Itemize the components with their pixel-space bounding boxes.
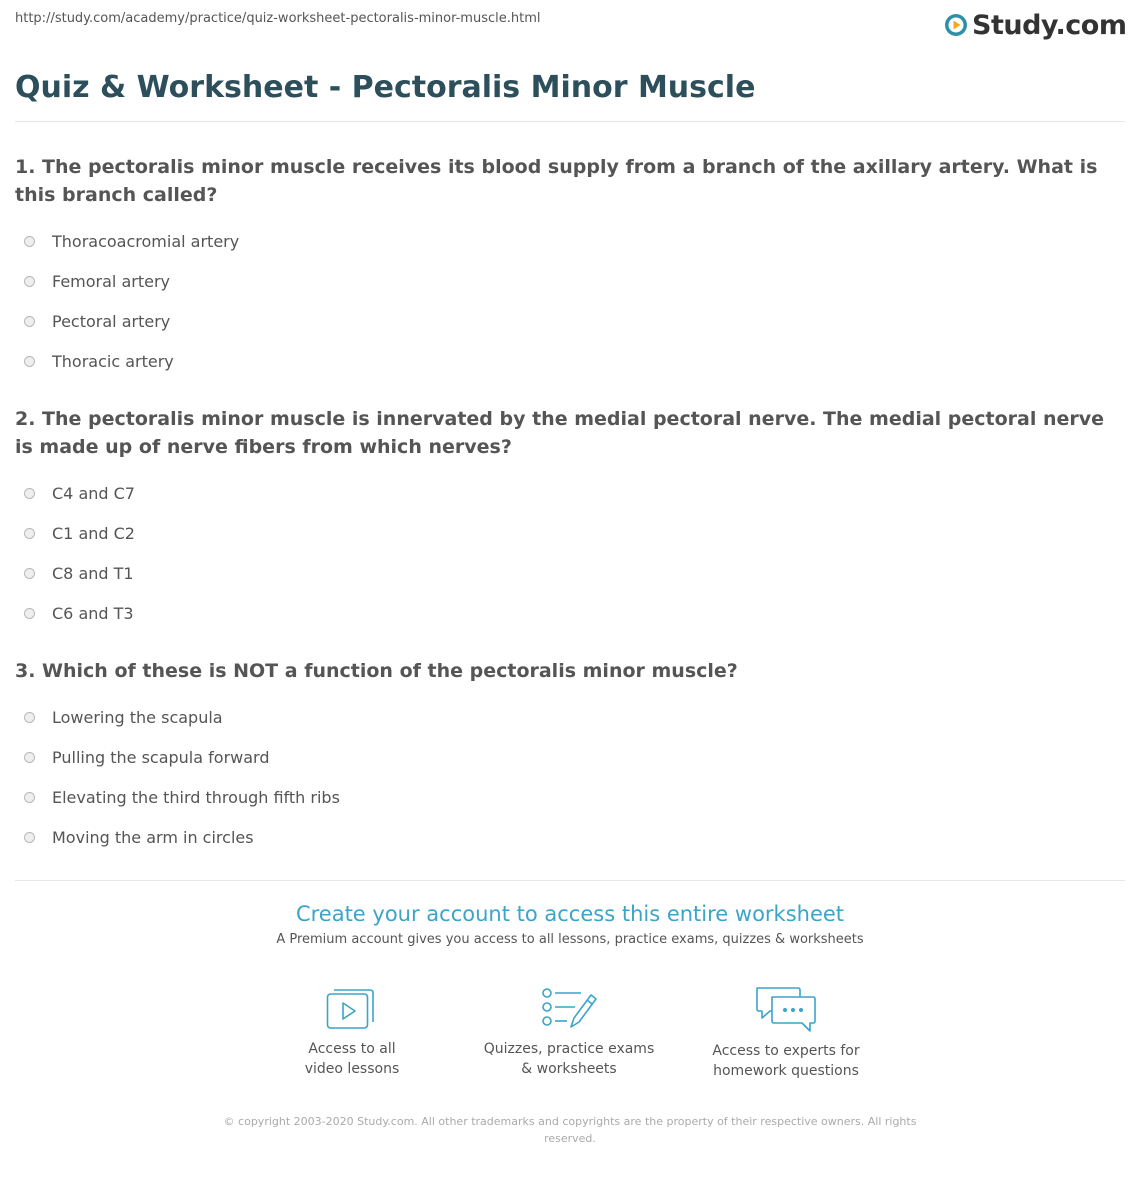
radio-button[interactable] bbox=[24, 488, 35, 499]
answer-option[interactable] bbox=[15, 817, 1125, 857]
feature-label bbox=[686, 1041, 886, 1081]
radio-button[interactable] bbox=[24, 608, 35, 619]
question-text: 3. Which of these is NOT a function of the pectoralis minor muscle? bbox=[15, 660, 738, 682]
question-text: 1. The pectoralis minor muscle receives its blood supply from a branch of the axillary artery. What is this branch called? bbox=[15, 156, 1098, 206]
option-label: C1 and C2 bbox=[52, 523, 135, 543]
answer-option[interactable] bbox=[15, 737, 1125, 777]
answer-options bbox=[15, 473, 1125, 633]
answer-options bbox=[15, 221, 1125, 381]
feature-video-lessons bbox=[252, 985, 452, 1079]
page-url: http://study.com/academy/practice/quiz-worksheet-pectoralis-minor-muscle.html bbox=[15, 11, 541, 26]
answer-option[interactable] bbox=[15, 777, 1125, 817]
title-divider bbox=[15, 121, 1125, 122]
play-circle-icon bbox=[944, 13, 968, 37]
question-text: 2. The pectoralis minor muscle is innervated by the medial pectoral nerve. The medial pectoral nerve is made up of nerve fibers from which nerves? bbox=[15, 408, 1105, 458]
answer-option[interactable] bbox=[15, 697, 1125, 737]
feature-line: Quizzes, practice exams bbox=[483, 1041, 655, 1057]
radio-button[interactable] bbox=[24, 276, 35, 287]
feature-line: homework questions bbox=[713, 1063, 859, 1079]
feature-quizzes bbox=[469, 985, 669, 1079]
radio-button[interactable] bbox=[24, 792, 35, 803]
radio-button[interactable] bbox=[24, 316, 35, 327]
option-label: Femoral artery bbox=[52, 271, 171, 291]
radio-button[interactable] bbox=[24, 356, 35, 367]
option-label: Pulling the scapula forward bbox=[52, 747, 270, 767]
question-1 bbox=[15, 153, 1125, 381]
answer-option[interactable] bbox=[15, 593, 1125, 633]
option-label: Pectoral artery bbox=[52, 311, 171, 331]
feature-line: & worksheets bbox=[521, 1061, 617, 1077]
answer-option[interactable] bbox=[15, 341, 1125, 381]
answer-option[interactable] bbox=[15, 301, 1125, 341]
feature-line: Access to experts for bbox=[712, 1043, 860, 1059]
cta-section bbox=[0, 902, 1140, 947]
option-label: Thoracic artery bbox=[52, 351, 174, 371]
chat-bubbles-icon bbox=[754, 985, 818, 1035]
answer-option[interactable] bbox=[15, 553, 1125, 593]
option-label: Elevating the third through fifth ribs bbox=[52, 787, 340, 807]
feature-line: Access to all bbox=[308, 1041, 396, 1057]
option-label: C4 and C7 bbox=[52, 483, 135, 503]
answer-option[interactable] bbox=[15, 221, 1125, 261]
study-logo[interactable] bbox=[944, 8, 1126, 42]
logo-text: Study.com bbox=[972, 9, 1127, 41]
radio-button[interactable] bbox=[24, 832, 35, 843]
option-label: C8 and T1 bbox=[52, 563, 134, 583]
cta-title-link[interactable]: Create your account to access this entire worksheet bbox=[295, 902, 845, 926]
feature-label bbox=[252, 1039, 452, 1079]
video-play-icon bbox=[326, 985, 378, 1033]
answer-option[interactable] bbox=[15, 473, 1125, 513]
page-title: Quiz & Worksheet - Pectoralis Minor Muscle bbox=[15, 70, 756, 105]
radio-button[interactable] bbox=[24, 752, 35, 763]
answer-options bbox=[15, 697, 1125, 857]
option-label: Lowering the scapula bbox=[52, 707, 223, 727]
question-2 bbox=[15, 405, 1125, 633]
feature-label bbox=[469, 1039, 669, 1079]
radio-button[interactable] bbox=[24, 236, 35, 247]
answer-option[interactable] bbox=[15, 261, 1125, 301]
quiz-checklist-icon bbox=[541, 985, 597, 1033]
cta-divider bbox=[15, 880, 1125, 881]
option-label: Thoracoacromial artery bbox=[52, 231, 240, 251]
feature-line: video lessons bbox=[304, 1061, 400, 1077]
feature-experts bbox=[686, 985, 886, 1081]
radio-button[interactable] bbox=[24, 712, 35, 723]
radio-button[interactable] bbox=[24, 568, 35, 579]
premium-features bbox=[0, 985, 1140, 1095]
option-label: C6 and T3 bbox=[52, 603, 134, 623]
top-bar bbox=[0, 0, 1140, 50]
cta-subtitle: A Premium account gives you access to all lessons, practice exams, quizzes & worksheets bbox=[276, 932, 864, 947]
question-3 bbox=[15, 657, 1125, 857]
option-label: Moving the arm in circles bbox=[52, 827, 254, 847]
radio-button[interactable] bbox=[24, 528, 35, 539]
footer-copyright: © copyright 2003-2020 Study.com. All other trademarks and copyrights are the property of their respective owners. All rights reserved. bbox=[223, 1115, 917, 1145]
answer-option[interactable] bbox=[15, 513, 1125, 553]
